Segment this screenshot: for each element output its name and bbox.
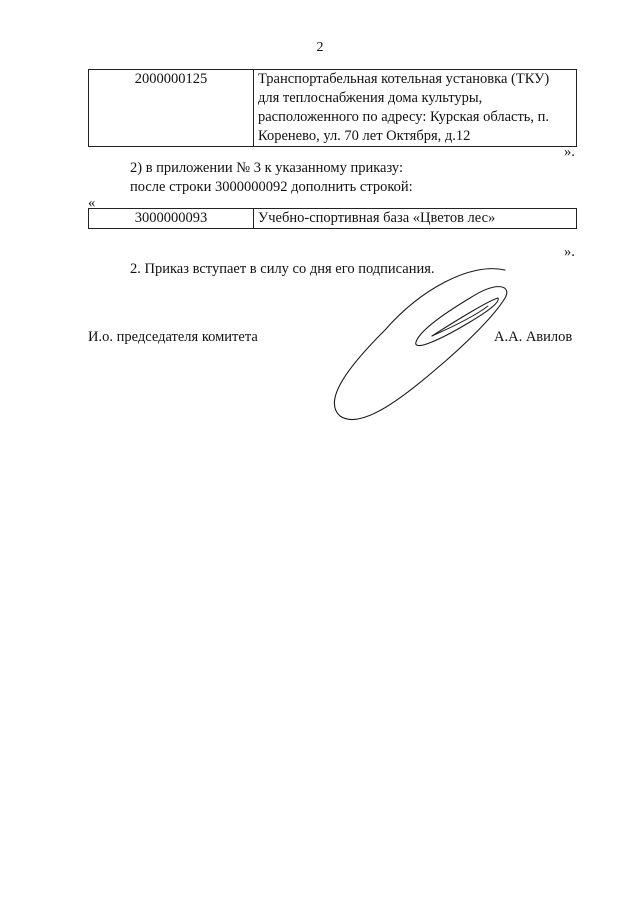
item-code-cell: 3000000093 <box>89 209 254 229</box>
item-name-cell: Учебно-спортивная база «Цветов лес» <box>254 209 577 229</box>
appendix-table-1 <box>88 69 577 147</box>
clause-2: 2. Приказ вступает в силу со дня его подписания. <box>130 261 435 277</box>
item2-line2: после строки 3000000092 дополнить строкой: <box>130 179 413 195</box>
item-name-cell <box>254 70 577 147</box>
item2-line1: 2) в приложении № 3 к указанному приказу: <box>130 160 404 176</box>
closing-quote: ». <box>564 244 575 260</box>
item-name-line: для теплоснабжения дома культуры, <box>258 90 483 106</box>
page-number: 2 <box>316 40 324 55</box>
item-name-line: Транспортабельная котельная установка (ТКУ) <box>258 71 550 87</box>
closing-quote: ». <box>564 144 575 160</box>
item-code-cell: 2000000125 <box>89 70 254 147</box>
opening-quote: « <box>88 195 96 211</box>
signatory-title: И.о. председателя комитета <box>88 329 258 345</box>
signatory-name: А.А. Авилов <box>494 329 573 345</box>
table-row <box>89 209 577 229</box>
table-row <box>89 70 577 147</box>
appendix-table-2 <box>88 208 577 229</box>
item-name-line: Коренево, ул. 70 лет Октября, д.12 <box>258 128 471 144</box>
item-name-line: расположенного по адресу: Курская область, п. <box>258 109 550 125</box>
